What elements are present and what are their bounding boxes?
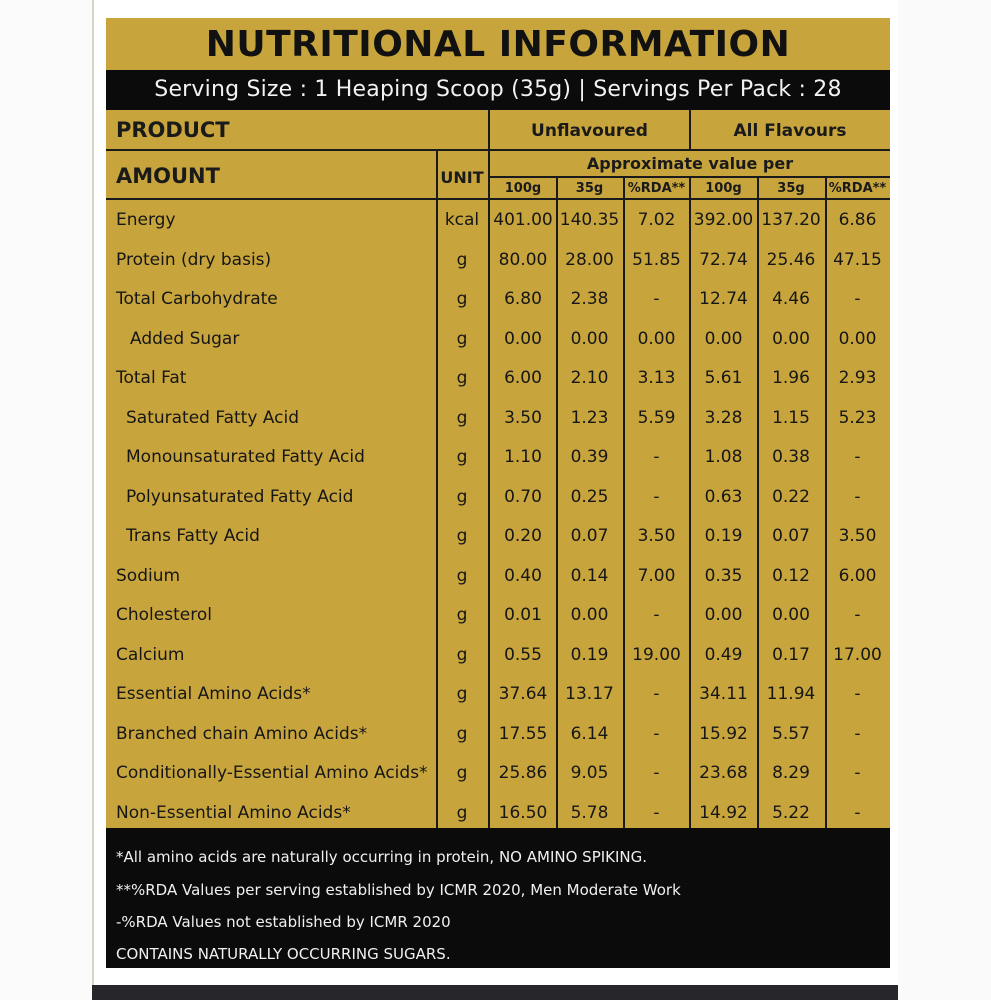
value-cell: 13.17 [565, 684, 614, 704]
nutrient-unit: g [456, 447, 468, 467]
value-cell: 0.01 [504, 605, 542, 625]
value-cell: 25.46 [766, 249, 816, 270]
nutrient-name: Saturated Fatty Acid [126, 407, 299, 428]
value-cell: - [854, 763, 861, 783]
value-cell: - [653, 486, 660, 507]
value-cell: 3.50 [838, 526, 877, 546]
nutrient-name: Monounsaturated Fatty Acid [126, 447, 365, 467]
table-row [106, 714, 890, 753]
table-row [106, 279, 890, 318]
value-cell: 25.86 [498, 763, 548, 783]
nutrient-unit: g [456, 763, 468, 783]
value-cell: 0.00 [570, 605, 609, 625]
value-cell: 3.50 [504, 407, 542, 428]
nutrition-panel [106, 18, 890, 968]
table-row [106, 398, 890, 437]
nutrient-unit: g [456, 249, 468, 270]
divider-line [825, 176, 827, 828]
table-row [106, 793, 890, 832]
value-cell: 19.00 [632, 644, 681, 665]
value-cell: 6.00 [504, 368, 542, 388]
page-title: NUTRITIONAL INFORMATION [205, 24, 791, 65]
divider-line [689, 176, 691, 828]
value-cell: 0.00 [838, 328, 877, 349]
nutrient-name: Total Carbohydrate [116, 289, 278, 309]
value-cell: 392.00 [693, 210, 754, 230]
divider-line [623, 176, 625, 828]
table-row [106, 595, 890, 634]
value-cell: 3.50 [637, 526, 676, 546]
value-cell: 23.68 [699, 763, 748, 783]
table-row [106, 358, 890, 397]
value-cell: 0.00 [772, 328, 810, 349]
approximate-value-header: Approximate value per [586, 154, 794, 173]
divider-line [689, 110, 691, 150]
nutrient-name: Polyunsaturated Fatty Acid [126, 486, 354, 507]
nutrient-name: Sodium [116, 565, 181, 586]
value-cell: 1.15 [772, 407, 810, 428]
value-cell: - [653, 447, 660, 467]
table-row [106, 240, 890, 279]
value-cell: 0.70 [504, 486, 542, 507]
value-cell: 137.20 [761, 210, 821, 230]
value-cell: 6.00 [838, 565, 877, 586]
value-cell: 0.00 [704, 328, 743, 349]
value-cell: - [854, 723, 861, 744]
value-cell: - [854, 684, 861, 704]
subheader-3: 100g [705, 181, 742, 196]
value-cell: 17.55 [498, 723, 548, 744]
value-cell: 0.20 [504, 526, 542, 546]
left-margin [0, 0, 92, 1000]
value-cell: 47.15 [833, 249, 882, 270]
value-cell: 0.00 [570, 328, 609, 349]
value-cell: 401.00 [493, 210, 553, 230]
value-cell: 0.17 [772, 644, 810, 665]
serving-size-bar: Serving Size : 1 Heaping Scoop (35g) | Servings Per Pack : 28 [106, 70, 890, 110]
value-cell: 80.00 [498, 249, 548, 270]
nutrient-unit: g [456, 723, 468, 744]
value-cell: 0.00 [637, 328, 676, 349]
value-cell: - [653, 684, 660, 704]
value-cell: - [854, 289, 861, 309]
nutrient-name: Protein (dry basis) [116, 249, 272, 270]
footnote-rda: **%RDA Values per serving established by ICMR 2020, Men Moderate Work [116, 881, 681, 899]
nutrient-name: Branched chain Amino Acids* [116, 723, 368, 744]
value-cell: 2.38 [570, 289, 609, 309]
nutrient-unit: g [456, 486, 468, 507]
table-row [106, 477, 890, 516]
nutrient-unit: g [456, 289, 468, 309]
nutrient-name: Trans Fatty Acid [126, 526, 260, 546]
value-cell: 17.00 [833, 644, 882, 665]
amount-header: AMOUNT [116, 164, 220, 188]
value-cell: 2.93 [838, 368, 877, 388]
value-cell: - [653, 605, 660, 625]
nutrient-unit: g [456, 802, 468, 823]
nutrient-unit: g [456, 605, 468, 625]
value-cell: 3.13 [637, 368, 676, 388]
value-cell: 6.80 [504, 289, 542, 309]
subheader-0: 100g [504, 181, 542, 196]
value-cell: 0.22 [772, 486, 810, 507]
value-cell: - [653, 289, 660, 309]
footnote-sugars: CONTAINS NATURALLY OCCURRING SUGARS. [116, 945, 451, 963]
value-cell: 51.85 [632, 249, 681, 270]
value-cell: 0.00 [772, 605, 810, 625]
value-cell: 5.61 [704, 368, 743, 388]
product-header: PRODUCT [116, 118, 230, 142]
nutrient-name: Energy [116, 210, 176, 230]
nutrient-name: Total Fat [116, 368, 187, 388]
value-cell: 14.92 [699, 802, 748, 823]
value-cell: 7.02 [637, 210, 676, 230]
divider-line [106, 149, 890, 151]
footnote-rda-missing: -%RDA Values not established by ICMR 2020 [116, 913, 451, 931]
value-cell: 28.00 [565, 249, 614, 270]
value-cell: 5.57 [772, 723, 810, 744]
value-cell: 3.28 [704, 407, 743, 428]
value-cell: 37.64 [498, 684, 548, 704]
subheader-5: %RDA** [828, 181, 887, 196]
value-cell: - [854, 486, 861, 507]
value-cell: 1.08 [704, 447, 743, 467]
value-cell: 0.35 [704, 565, 743, 586]
footnotes [106, 828, 890, 968]
value-cell: 2.10 [570, 368, 609, 388]
table-row [106, 674, 890, 713]
value-cell: 0.00 [704, 605, 743, 625]
divider-line [757, 176, 759, 828]
nutrient-name: Conditionally-Essential Amino Acids* [116, 763, 428, 783]
nutrient-name: Essential Amino Acids* [116, 684, 311, 704]
all-flavours-header: All Flavours [733, 121, 847, 141]
nutrient-unit: g [456, 368, 468, 388]
unflavoured-header: Unflavoured [531, 121, 648, 141]
value-cell: 140.35 [559, 210, 620, 230]
value-cell: - [653, 763, 660, 783]
unit-header: UNIT [440, 168, 484, 187]
value-cell: - [653, 723, 660, 744]
divider-line [436, 149, 438, 828]
value-cell: - [854, 802, 861, 823]
right-margin [898, 0, 991, 1000]
value-cell: 0.55 [504, 644, 542, 665]
subheader-4: 35g [777, 181, 805, 196]
nutrient-unit: g [456, 407, 468, 428]
value-cell: 0.07 [772, 526, 810, 546]
nutrient-unit: kcal [444, 210, 480, 230]
nutrient-unit: g [456, 644, 468, 665]
value-cell: 0.19 [704, 526, 743, 546]
nutrient-unit: g [456, 526, 468, 546]
nutrient-name: Cholesterol [116, 605, 212, 625]
value-cell: 0.40 [504, 565, 542, 586]
value-cell: 0.39 [570, 447, 609, 467]
footnote-amino: *All amino acids are naturally occurring in protein, NO AMINO SPIKING. [116, 848, 648, 866]
table-row [106, 753, 890, 792]
table-row [106, 200, 890, 239]
value-cell: 1.10 [504, 447, 542, 467]
table-row [106, 635, 890, 674]
value-cell: - [653, 802, 660, 823]
subheader-2: %RDA** [627, 181, 686, 196]
value-cell: 8.29 [772, 763, 810, 783]
nutrient-unit: g [456, 684, 468, 704]
value-cell: 0.19 [570, 644, 609, 665]
value-cell: - [854, 447, 861, 467]
value-cell: 6.14 [570, 723, 609, 744]
value-cell: 7.00 [637, 565, 676, 586]
value-cell: 0.25 [570, 486, 609, 507]
value-cell: 72.74 [699, 249, 748, 270]
value-cell: 15.92 [699, 723, 748, 744]
divider-line [488, 110, 490, 828]
value-cell: 9.05 [570, 763, 609, 783]
value-cell: 34.11 [699, 684, 748, 704]
value-cell: 1.23 [570, 407, 609, 428]
divider-line [556, 176, 558, 828]
value-cell: 0.07 [570, 526, 609, 546]
value-cell: 11.94 [766, 684, 816, 704]
value-cell: 12.74 [699, 289, 748, 309]
value-cell: 16.50 [498, 802, 548, 823]
subheader-1: 35g [575, 181, 604, 196]
table-row [106, 556, 890, 595]
value-cell: 0.63 [704, 486, 743, 507]
nutrient-unit: g [456, 328, 468, 349]
nutrient-name: Non-Essential Amino Acids* [116, 802, 351, 823]
divider-line [106, 198, 490, 200]
value-cell: 1.96 [772, 368, 810, 388]
nutrient-name: Calcium [116, 644, 185, 665]
bottom-bar [92, 985, 898, 1000]
value-cell: 0.38 [772, 447, 810, 467]
value-cell: 0.49 [704, 644, 743, 665]
value-cell: 5.59 [637, 407, 676, 428]
value-cell: 5.78 [570, 802, 609, 823]
value-cell: 0.14 [570, 565, 609, 586]
value-cell: 4.46 [772, 289, 810, 309]
value-cell: 0.12 [772, 565, 810, 586]
left-edge [92, 0, 94, 985]
value-cell: 5.22 [772, 802, 810, 823]
value-cell: 0.00 [504, 328, 542, 349]
nutrient-unit: g [456, 565, 468, 586]
value-cell: 6.86 [838, 210, 877, 230]
nutrient-name: Added Sugar [130, 328, 240, 349]
value-cell: 5.23 [838, 407, 877, 428]
table-row [106, 319, 890, 358]
table-row [106, 516, 890, 555]
table-row [106, 437, 890, 476]
value-cell: - [854, 605, 861, 625]
